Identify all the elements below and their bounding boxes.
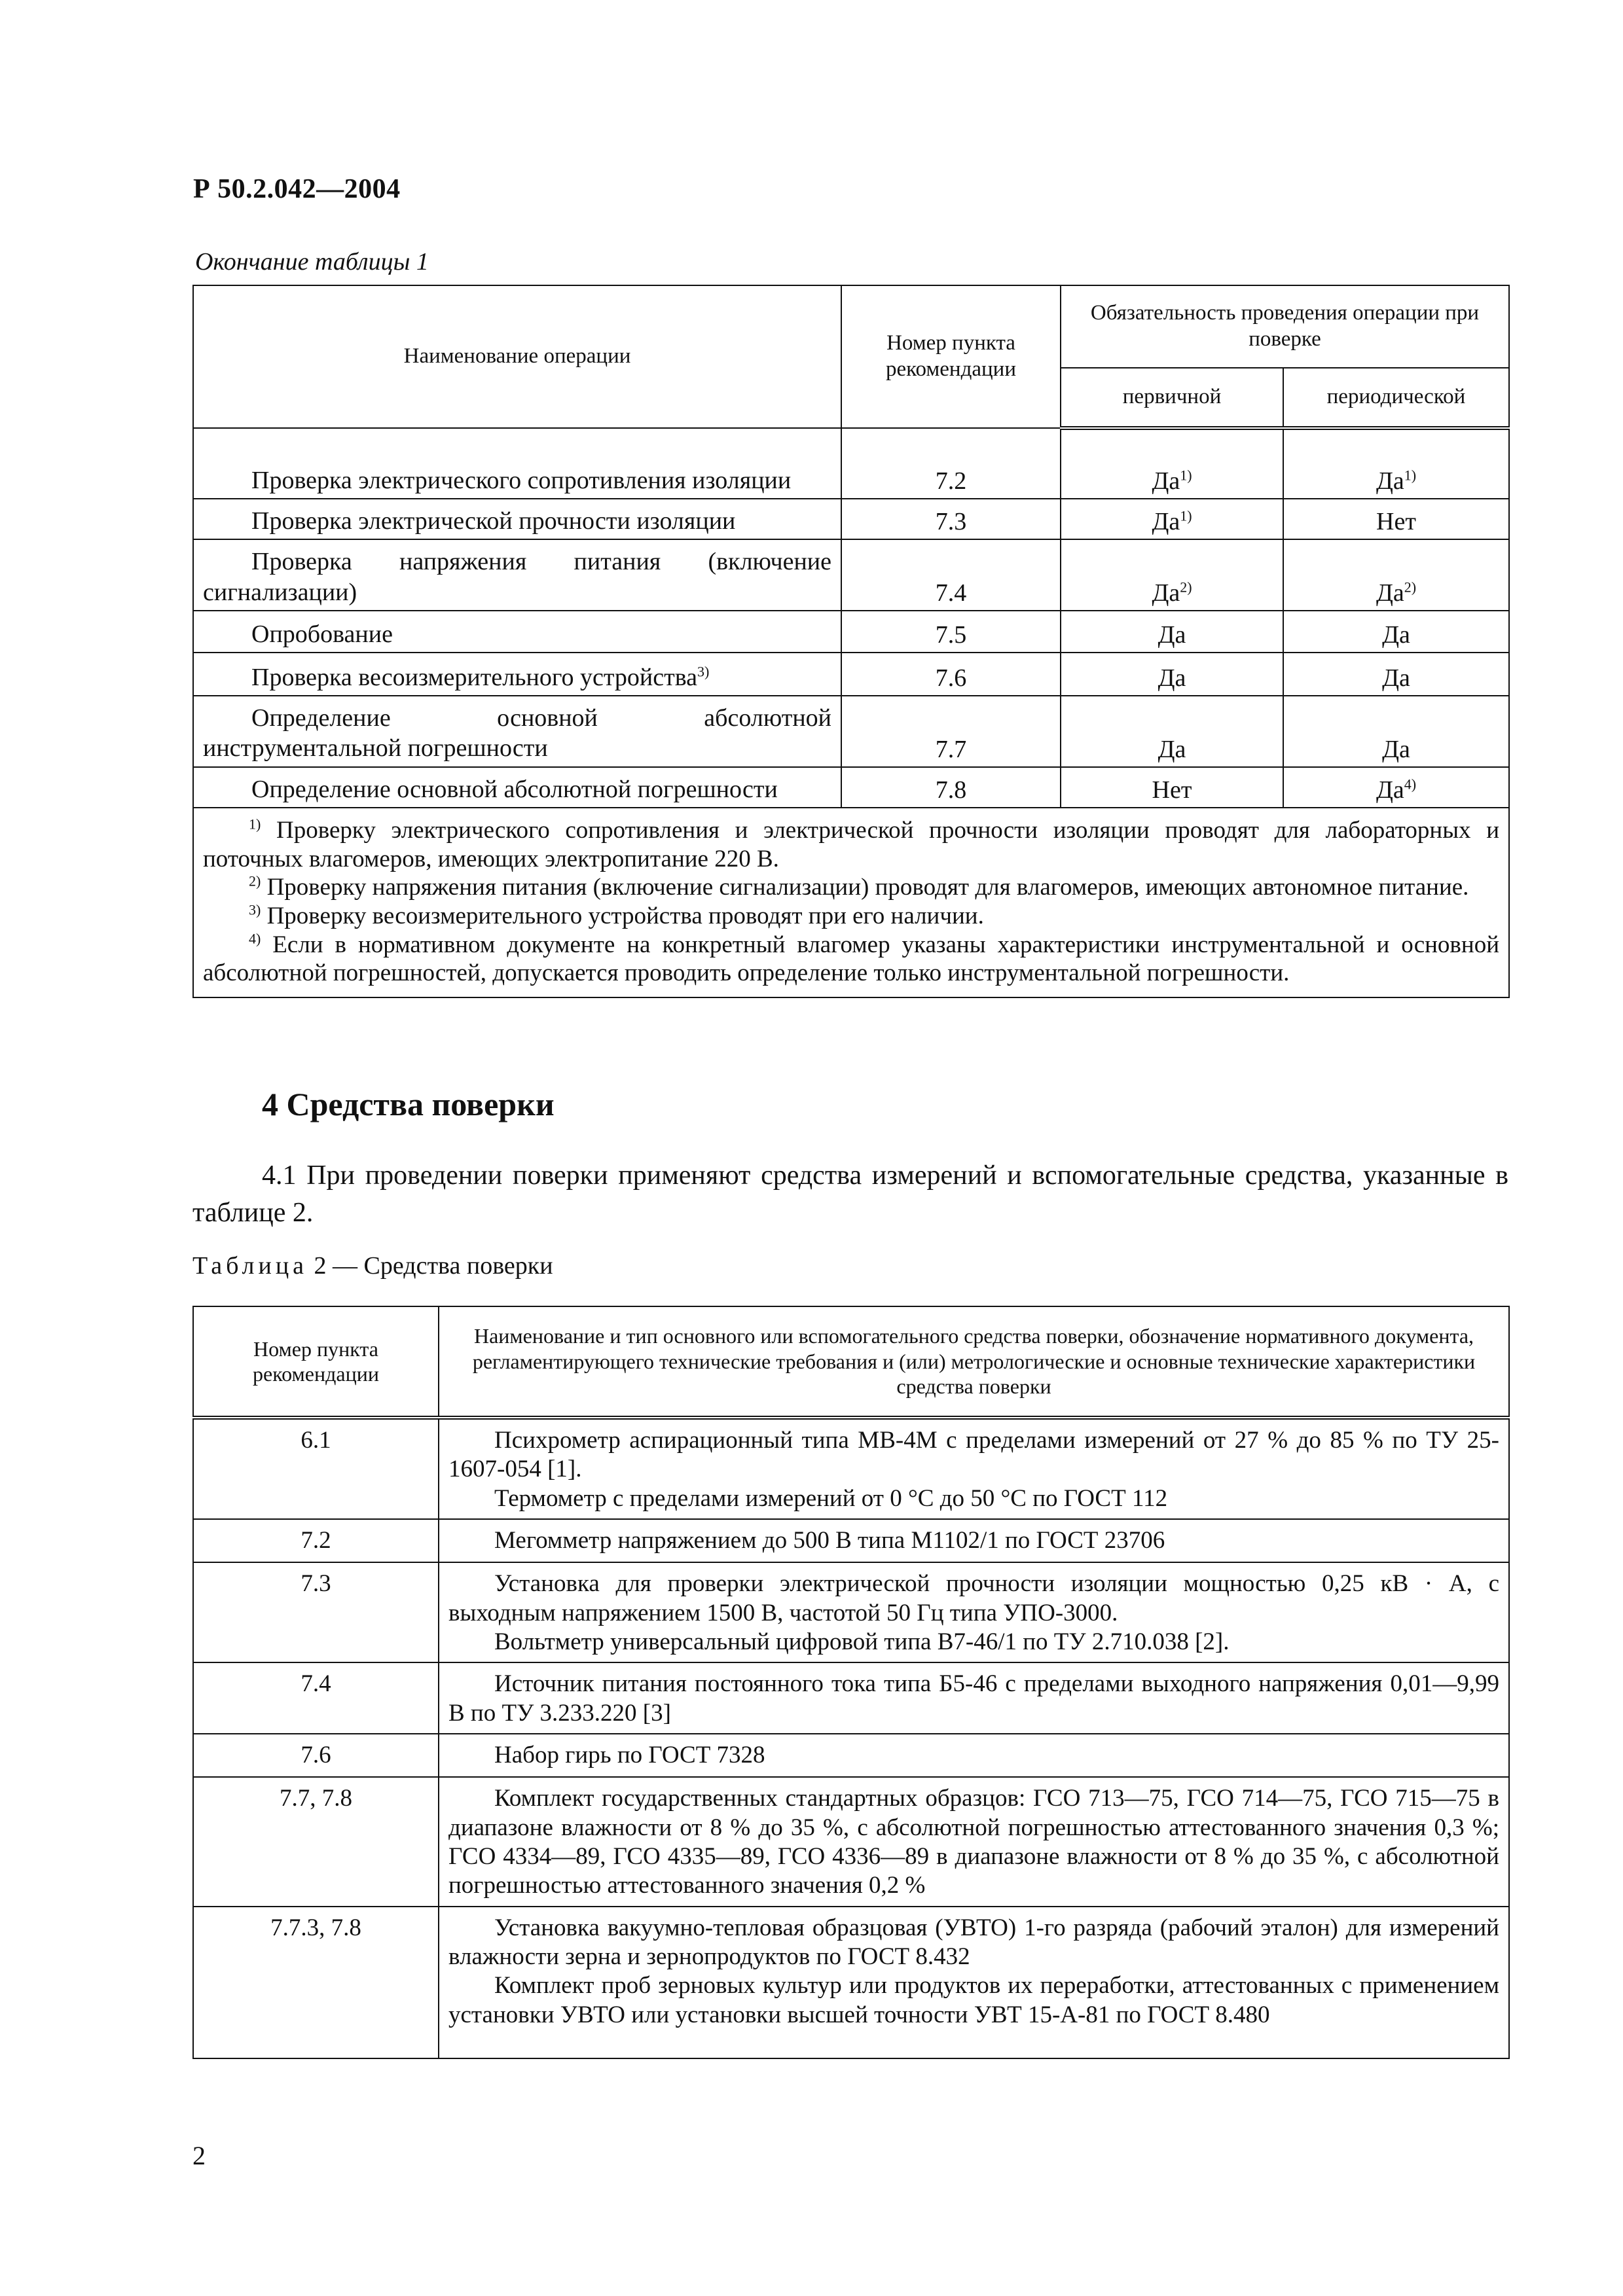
description-line: Вольтметр универсальный цифровой типа В7-46/1 по ТУ 2.710.038 [2]. xyxy=(494,1628,1230,1655)
primary-value: Да xyxy=(1061,653,1283,696)
operation-number: 7.7 xyxy=(841,696,1061,767)
item-description xyxy=(439,1519,1509,1562)
item-description xyxy=(439,1777,1509,1907)
table-note xyxy=(203,931,1499,988)
periodic-value: Да xyxy=(1283,653,1509,696)
description-line: Психрометр аспирационный типа МВ-4М с пределами измерений от 27 % до 85 % по ТУ 25-1607-054 [1]. xyxy=(448,1427,1499,1483)
note-text: Проверку электрического сопротивления и электрической прочности изоляции проводят для лабораторных и поточных влагомеров, имеющих электропитание 220 В. xyxy=(203,817,1499,872)
table-row xyxy=(193,1562,1509,1662)
table1-notes xyxy=(193,808,1509,997)
item-number: 7.6 xyxy=(193,1734,439,1777)
table-row xyxy=(193,1777,1509,1907)
description-line: Набор гирь по ГОСТ 7328 xyxy=(494,1742,765,1769)
operation-number: 7.5 xyxy=(841,611,1061,653)
note-text: Проверку напряжения питания (включение сигнализации) проводят для влагомеров, имеющих автономное питание. xyxy=(266,874,1469,901)
operation-number: 7.2 xyxy=(841,428,1061,499)
description-line: Источник питания постоянного тока типа Б5-46 с пределами выходного напряжения 0,01—9,99 В по ТУ 3.233.220 [3] xyxy=(448,1670,1499,1727)
table-row xyxy=(193,1662,1509,1734)
item-number: 7.4 xyxy=(193,1662,439,1734)
table1-caption: Окончание таблицы 1 xyxy=(195,248,429,276)
note-text: Проверку весоизмерительного устройства проводят при его наличии. xyxy=(266,903,984,930)
footnote-mark: 3) xyxy=(249,901,261,918)
table-note xyxy=(203,873,1499,902)
operation-name: Определение основной абсолютной инструментальной погрешности xyxy=(203,704,831,762)
description-line: Установка для проверки электрической прочности изоляции мощностью 0,25 кВ · А, с выходным напряжением 1500 В, частотой 50 Гц типа УПО-3000. xyxy=(448,1570,1499,1626)
periodic-value: Да xyxy=(1283,696,1509,767)
primary-value: Нет xyxy=(1061,767,1283,808)
periodic-value: Да xyxy=(1376,467,1404,495)
item-number: 7.2 xyxy=(193,1519,439,1562)
footnote-mark: 1) xyxy=(1180,467,1192,484)
primary-value: Да xyxy=(1061,611,1283,653)
description-line: Мегомметр напряжением до 500 В типа М1102/1 по ГОСТ 23706 xyxy=(494,1527,1165,1554)
table2-caption-text: 2 — Средства поверки xyxy=(308,1252,553,1280)
item-number: 7.3 xyxy=(193,1562,439,1662)
footnote-mark: 4) xyxy=(249,930,261,947)
table1-header-obligation: Обязательность проведения операции при поверке xyxy=(1061,285,1509,368)
operation-number: 7.6 xyxy=(841,653,1061,696)
table1-header-name: Наименование операции xyxy=(193,285,841,428)
item-description xyxy=(439,1562,1509,1662)
operation-name: Определение основной абсолютной погрешности xyxy=(251,775,778,803)
operation-name: Проверка напряжения питания (включение сигнализации) xyxy=(203,548,831,606)
item-number: 7.7.3, 7.8 xyxy=(193,1907,439,2058)
footnote-mark: 2) xyxy=(1180,579,1192,596)
table2-header-description: Наименование и тип основного или вспомогательного средства поверки, обозначение нормативного документа, регламентирующего технические требования и (или) метрологические и основные технические характеристики средства поверки xyxy=(439,1306,1509,1418)
periodic-value: Да xyxy=(1376,579,1404,607)
footnote-mark: 2) xyxy=(249,873,261,890)
operation-number: 7.4 xyxy=(841,539,1061,611)
operation-name: Проверка электрического сопротивления изоляции xyxy=(251,466,792,494)
item-description xyxy=(439,1734,1509,1777)
primary-value: Да xyxy=(1061,696,1283,767)
operation-number: 7.8 xyxy=(841,767,1061,808)
primary-value: Да xyxy=(1152,508,1180,536)
table-note xyxy=(203,816,1499,873)
table-row xyxy=(193,653,1509,696)
primary-value: Да xyxy=(1152,467,1180,495)
table1-header-periodic: периодической xyxy=(1283,368,1509,428)
table-row xyxy=(193,1519,1509,1562)
periodic-value: Нет xyxy=(1376,508,1416,536)
table2-caption-label: Таблица xyxy=(192,1252,308,1280)
table1-header-primary: первичной xyxy=(1061,368,1283,428)
table-row xyxy=(193,767,1509,808)
operation-name: Опробование xyxy=(251,620,393,648)
operation-name: Проверка электрической прочности изоляции xyxy=(251,507,736,535)
description-line: Установка вакуумно-тепловая образцовая (УВТО) 1-го разряда (рабочий эталон) для измерений влажности зерна и зернопродуктов по ГОСТ 8.432 xyxy=(448,1914,1499,1971)
item-description xyxy=(439,1418,1509,1519)
paragraph-4-1: 4.1 При проведении поверки применяют средства измерений и вспомогательные средства, указанные в таблице 2. xyxy=(192,1160,1508,1228)
footnote-mark: 4) xyxy=(1404,776,1417,793)
table-row xyxy=(193,1734,1509,1777)
description-line: Термометр с пределами измерений от 0 °С до 50 °С по ГОСТ 112 xyxy=(494,1484,1168,1512)
periodic-value: Да xyxy=(1376,776,1404,804)
table2-caption xyxy=(192,1251,553,1280)
table-row xyxy=(193,611,1509,653)
item-number: 7.7, 7.8 xyxy=(193,1777,439,1907)
table1 xyxy=(192,285,1510,998)
table-note xyxy=(203,902,1499,931)
table-row xyxy=(193,1418,1509,1519)
description-line: Комплект государственных стандартных образцов: ГСО 713—75, ГСО 714—75, ГСО 715—75 в диапазоне влажности от 8 % до 35 %, с абсолютной погрешностью аттестованного значения 0,3 %; ГСО 4334—89, ГСО 4335—89, ГСО 4336—89 в диапазоне влажности от 8 % до 35 %, с абсолютной погрешностью аттестованного значения 0,2 % xyxy=(448,1785,1499,1899)
table-row xyxy=(193,539,1509,611)
table-row xyxy=(193,499,1509,539)
document-code: Р 50.2.042—2004 xyxy=(193,174,401,204)
footnote-mark: 1) xyxy=(1404,467,1417,484)
operation-name: Проверка весоизмерительного устройства xyxy=(251,663,698,691)
table-row xyxy=(193,1907,1509,2058)
footnote-mark: 2) xyxy=(1404,579,1417,596)
footnote-mark: 1) xyxy=(1180,507,1192,524)
operation-number: 7.3 xyxy=(841,499,1061,539)
table-row xyxy=(193,428,1509,499)
footnote-mark: 1) xyxy=(249,816,261,833)
table-row xyxy=(193,696,1509,767)
note-text: Если в нормативном документе на конкретный влагомер указаны характеристики инструментальной и основной абсолютной погрешностей, допускается проводить определение только инструментальной погрешности. xyxy=(203,931,1499,987)
footnote-mark: 3) xyxy=(697,663,710,680)
primary-value: Да xyxy=(1152,579,1180,607)
page-number: 2 xyxy=(192,2141,206,2170)
item-number: 6.1 xyxy=(193,1418,439,1519)
periodic-value: Да xyxy=(1283,611,1509,653)
table2-header-number: Номер пункта рекомендации xyxy=(193,1306,439,1418)
table1-notes-row xyxy=(193,808,1509,997)
description-line: Комплект проб зерновых культур или продуктов их переработки, аттестованных с применением установки УВТО или установки высшей точности УВТ 15-А-81 по ГОСТ 8.480 xyxy=(448,1972,1499,2028)
table2 xyxy=(192,1306,1510,2059)
table1-header-number: Номер пункта рекомендации xyxy=(841,285,1061,428)
item-description xyxy=(439,1662,1509,1734)
item-description xyxy=(439,1907,1509,2058)
section-title: 4 Средства поверки xyxy=(262,1086,555,1122)
